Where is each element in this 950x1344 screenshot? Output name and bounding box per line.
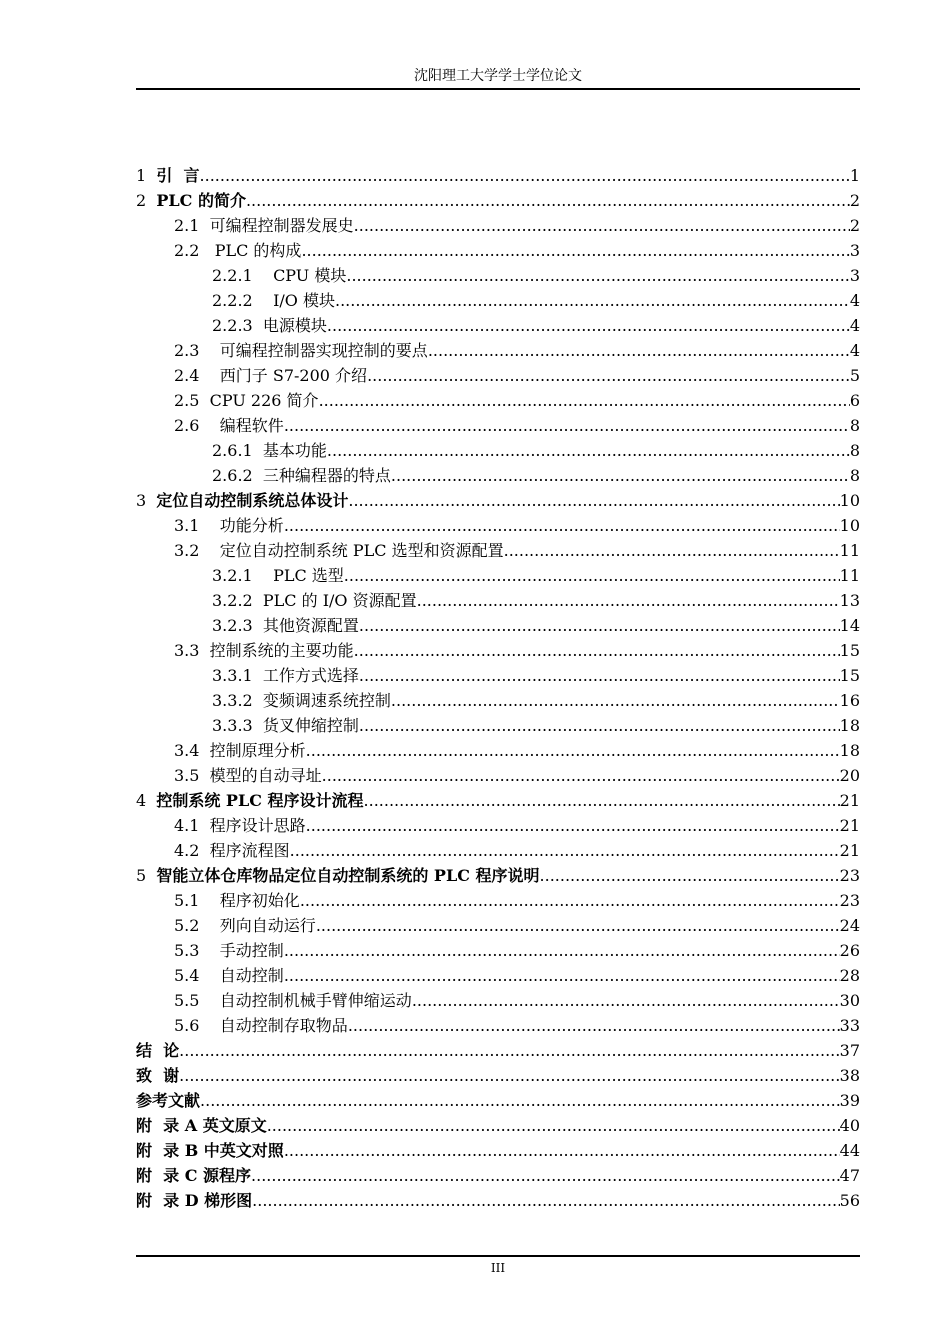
toc-entry-page: 18 <box>839 716 860 735</box>
toc-entry-title: 智能立体仓库物品定位自动控制系统的 PLC 程序说明 <box>156 866 540 885</box>
toc-dot-leader <box>327 438 850 463</box>
toc-entry-title: 西门子 S7-200 介绍 <box>209 366 368 385</box>
toc-dot-leader <box>540 863 840 888</box>
toc-entry-title: 三种编程器的特点 <box>262 466 391 485</box>
toc-entry-page: 2 <box>849 216 860 235</box>
toc-dot-leader <box>200 163 850 188</box>
toc-dot-leader <box>359 713 840 738</box>
toc-dot-leader <box>504 538 840 563</box>
toc-entry-page: 39 <box>839 1091 860 1110</box>
toc-entry-number: 3.3 <box>174 641 200 660</box>
toc-entry-page: 1 <box>849 166 860 185</box>
toc-entry[interactable] <box>136 513 860 538</box>
toc-entry-page: 4 <box>849 291 860 310</box>
page-header <box>136 66 860 90</box>
toc-dot-leader <box>284 413 850 438</box>
toc-dot-leader <box>354 638 840 663</box>
toc-entry-number: 3.2.1 <box>212 566 253 585</box>
toc-entry-number: 4.1 <box>174 816 200 835</box>
toc-entry-number: 2.6.1 <box>212 441 253 460</box>
toc-entry[interactable] <box>136 438 860 463</box>
toc-entry-number: 2 <box>136 191 147 210</box>
toc-entry[interactable] <box>136 488 860 513</box>
toc-entry-page: 13 <box>839 591 860 610</box>
toc-entry-title: CPU 模块 <box>262 266 347 285</box>
toc-dot-leader <box>359 613 840 638</box>
toc-entry-page: 3 <box>849 266 860 285</box>
toc-dot-leader <box>284 963 840 988</box>
toc-entry-title: 自动控制机械手臂伸缩运动 <box>209 991 412 1010</box>
toc-dot-leader <box>428 338 850 363</box>
toc-entry-title: 基本功能 <box>262 441 327 460</box>
toc-entry[interactable] <box>136 788 860 813</box>
toc-dot-leader <box>290 838 840 863</box>
toc-entry[interactable] <box>136 1188 860 1213</box>
toc-entry[interactable] <box>136 388 860 413</box>
toc-entry-number: 2.2.3 <box>212 316 253 335</box>
toc-entry-number: 2.4 <box>174 366 200 385</box>
toc-dot-leader <box>417 588 840 613</box>
toc-entry-title: 其他资源配置 <box>262 616 359 635</box>
toc-dot-leader <box>364 788 840 813</box>
toc-entry-number: 3.3.1 <box>212 666 253 685</box>
toc-dot-leader <box>367 363 850 388</box>
toc-dot-leader <box>412 988 840 1013</box>
toc-dot-leader <box>267 1113 840 1138</box>
toc-entry-number: 5.5 <box>174 991 200 1010</box>
toc-entry-number: 2.3 <box>174 341 200 360</box>
toc-dot-leader <box>348 1013 840 1038</box>
toc-entry-title: 参考文献 <box>136 1091 201 1110</box>
toc-entry[interactable] <box>136 238 860 263</box>
toc-entry-number: 2.5 <box>174 391 200 410</box>
toc-entry-page: 23 <box>839 891 860 910</box>
footer-divider <box>136 1255 860 1257</box>
toc-entry-page: 5 <box>849 366 860 385</box>
toc-entry-title: 电源模块 <box>262 316 327 335</box>
toc-entry-number: 2.6 <box>174 416 200 435</box>
toc-entry-title: 模型的自动寻址 <box>209 766 322 785</box>
toc-entry-number: 5.1 <box>174 891 200 910</box>
toc-entry-page: 15 <box>839 641 860 660</box>
toc-entry[interactable] <box>136 338 860 363</box>
toc-entry-page: 21 <box>839 841 860 860</box>
toc-entry-title: 功能分析 <box>209 516 284 535</box>
toc-entry-title: 附 录 B 中英文对照 <box>136 1141 284 1160</box>
toc-entry-title: 控制系统的主要功能 <box>209 641 354 660</box>
toc-entry[interactable] <box>136 1138 860 1163</box>
toc-entry-title: 程序设计思路 <box>209 816 306 835</box>
header-title: 沈阳理工大学学士学位论文 <box>414 68 582 84</box>
toc-entry[interactable] <box>136 213 860 238</box>
toc-dot-leader <box>354 213 850 238</box>
toc-entry-title: 列向自动运行 <box>209 916 316 935</box>
toc-entry-title: 引 言 <box>156 166 200 185</box>
toc-entry-title: 手动控制 <box>209 941 284 960</box>
toc-dot-leader <box>391 688 840 713</box>
toc-entry-title: 变频调速系统控制 <box>262 691 391 710</box>
toc-entry[interactable] <box>136 288 860 313</box>
toc-dot-leader <box>359 663 840 688</box>
toc-dot-leader <box>284 938 840 963</box>
toc-dot-leader <box>200 1088 840 1113</box>
toc-entry-page: 11 <box>839 541 860 560</box>
toc-entry[interactable] <box>136 888 860 913</box>
toc-entry-number: 5.4 <box>174 966 200 985</box>
toc-entry-page: 2 <box>849 191 860 210</box>
toc-entry-title: 程序初始化 <box>209 891 300 910</box>
toc-dot-leader <box>316 913 840 938</box>
toc-entry-page: 10 <box>839 491 860 510</box>
toc-dot-leader <box>306 738 840 763</box>
toc-entry-number: 3.4 <box>174 741 200 760</box>
toc-entry[interactable] <box>136 638 860 663</box>
toc-entry[interactable] <box>136 563 860 588</box>
toc-entry-title: 编程软件 <box>209 416 284 435</box>
toc-entry[interactable] <box>136 988 860 1013</box>
toc-entry-page: 44 <box>839 1141 860 1160</box>
toc-entry-title: 可编程控制器发展史 <box>209 216 354 235</box>
toc-dot-leader <box>327 313 850 338</box>
toc-entry-number: 5.3 <box>174 941 200 960</box>
toc-entry[interactable] <box>136 738 860 763</box>
toc-entry[interactable] <box>136 713 860 738</box>
toc-entry-page: 16 <box>839 691 860 710</box>
toc-entry-title: 工作方式选择 <box>262 666 359 685</box>
toc-entry-title: 定位自动控制系统总体设计 <box>156 491 349 510</box>
toc-entry-number: 1 <box>136 166 147 185</box>
toc-entry[interactable] <box>136 538 860 563</box>
toc-dot-leader <box>344 563 840 588</box>
toc-dot-leader <box>319 388 850 413</box>
toc-entry[interactable] <box>136 938 860 963</box>
toc-entry-page: 8 <box>849 416 860 435</box>
toc-entry-number: 2.2.1 <box>212 266 253 285</box>
toc-entry-page: 37 <box>839 1041 860 1060</box>
toc-entry-number: 3.2.3 <box>212 616 253 635</box>
toc-entry-title: 附 录 A 英文原文 <box>136 1116 267 1135</box>
toc-dot-leader <box>346 263 849 288</box>
toc-entry[interactable] <box>136 463 860 488</box>
toc-entry-page: 11 <box>839 566 860 585</box>
toc-entry-page: 30 <box>839 991 860 1010</box>
toc-dot-leader <box>335 288 850 313</box>
toc-entry[interactable] <box>136 1063 860 1088</box>
toc-entry-number: 5 <box>136 866 147 885</box>
toc-entry[interactable] <box>136 1013 860 1038</box>
toc-entry[interactable] <box>136 1113 860 1138</box>
toc-dot-leader <box>301 238 849 263</box>
toc-entry-title: PLC 的 I/O 资源配置 <box>262 591 417 610</box>
toc-entry-page: 18 <box>839 741 860 760</box>
toc-entry-title: 自动控制存取物品 <box>209 1016 348 1035</box>
toc-entry-page: 33 <box>839 1016 860 1035</box>
toc-entry-page: 56 <box>839 1191 860 1210</box>
toc-entry[interactable] <box>136 613 860 638</box>
toc-dot-leader <box>284 513 840 538</box>
toc-dot-leader <box>252 1188 839 1213</box>
toc-dot-leader <box>179 1063 839 1088</box>
toc-entry-page: 15 <box>839 666 860 685</box>
toc-entry-title: 定位自动控制系统 PLC 选型和资源配置 <box>209 541 504 560</box>
toc-entry-number: 5.2 <box>174 916 200 935</box>
toc-entry-page: 10 <box>839 516 860 535</box>
toc-entry-page: 20 <box>839 766 860 785</box>
toc-entry-number: 3.2 <box>174 541 200 560</box>
toc-entry-title: PLC 的构成 <box>209 241 302 260</box>
toc-entry-number: 4.2 <box>174 841 200 860</box>
toc-entry-page: 40 <box>839 1116 860 1135</box>
page-number: III <box>490 1261 506 1275</box>
toc-entry-number: 2.2 <box>174 241 200 260</box>
toc-entry-page: 24 <box>839 916 860 935</box>
toc-entry-number: 3.5 <box>174 766 200 785</box>
toc-entry[interactable] <box>136 413 860 438</box>
toc-entry-title: 控制系统 PLC 程序设计流程 <box>156 791 364 810</box>
toc-dot-leader <box>179 1038 839 1063</box>
toc-entry[interactable] <box>136 188 860 213</box>
toc-entry[interactable] <box>136 313 860 338</box>
toc-entry-page: 47 <box>839 1166 860 1185</box>
toc-entry[interactable] <box>136 838 860 863</box>
toc-dot-leader <box>306 813 840 838</box>
toc-entry[interactable] <box>136 913 860 938</box>
toc-entry[interactable] <box>136 1038 860 1063</box>
toc-entry-number: 5.6 <box>174 1016 200 1035</box>
toc-dot-leader <box>251 1163 840 1188</box>
toc-entry-page: 14 <box>839 616 860 635</box>
toc-dot-leader <box>348 488 839 513</box>
toc-entry-title: 致 谢 <box>136 1066 180 1085</box>
toc-entry-title: CPU 226 简介 <box>209 391 319 410</box>
toc-entry-title: 附 录 C 源程序 <box>136 1166 252 1185</box>
toc-entry-number: 3.3.3 <box>212 716 253 735</box>
toc-entry-number: 2.1 <box>174 216 200 235</box>
toc-entry-number: 4 <box>136 791 147 810</box>
toc-entry[interactable] <box>136 1163 860 1188</box>
toc-entry-page: 23 <box>839 866 860 885</box>
toc-entry-title: 附 录 D 梯形图 <box>136 1191 253 1210</box>
toc-entry-title: 结 论 <box>136 1041 180 1060</box>
toc-entry-page: 4 <box>849 341 860 360</box>
toc-entry-title: 货叉伸缩控制 <box>262 716 359 735</box>
toc-dot-leader <box>391 463 850 488</box>
toc-entry-title: I/O 模块 <box>262 291 335 310</box>
toc-entry[interactable] <box>136 163 860 188</box>
toc-entry-number: 2.6.2 <box>212 466 253 485</box>
toc-entry-page: 26 <box>839 941 860 960</box>
toc-entry-number: 3.2.2 <box>212 591 253 610</box>
toc-entry-page: 28 <box>839 966 860 985</box>
toc-entry[interactable] <box>136 1088 860 1113</box>
toc-entry[interactable] <box>136 963 860 988</box>
toc-entry[interactable] <box>136 813 860 838</box>
toc-entry-page: 8 <box>849 466 860 485</box>
toc-dot-leader <box>300 888 840 913</box>
toc-entry-number: 2.2.2 <box>212 291 253 310</box>
toc-dot-leader <box>322 763 840 788</box>
table-of-contents <box>136 163 860 1213</box>
toc-entry[interactable] <box>136 588 860 613</box>
toc-entry[interactable] <box>136 363 860 388</box>
toc-entry-title: 程序流程图 <box>209 841 290 860</box>
toc-entry-page: 8 <box>849 441 860 460</box>
toc-entry[interactable] <box>136 263 860 288</box>
toc-entry-page: 21 <box>839 791 860 810</box>
toc-entry-page: 3 <box>849 241 860 260</box>
toc-entry[interactable] <box>136 863 860 888</box>
toc-entry-number: 3.1 <box>174 516 200 535</box>
toc-entry-page: 6 <box>849 391 860 410</box>
toc-dot-leader <box>246 188 850 213</box>
toc-dot-leader <box>284 1138 840 1163</box>
toc-entry[interactable] <box>136 688 860 713</box>
toc-entry-title: 可编程控制器实现控制的要点 <box>209 341 428 360</box>
toc-entry-number: 3.3.2 <box>212 691 253 710</box>
toc-entry-page: 38 <box>839 1066 860 1085</box>
toc-entry[interactable] <box>136 763 860 788</box>
toc-entry-title: PLC 的简介 <box>156 191 246 210</box>
toc-entry-title: 自动控制 <box>209 966 284 985</box>
toc-entry[interactable] <box>136 663 860 688</box>
toc-entry-title: PLC 选型 <box>262 566 344 585</box>
toc-entry-title: 控制原理分析 <box>209 741 306 760</box>
toc-entry-page: 4 <box>849 316 860 335</box>
toc-entry-number: 3 <box>136 491 147 510</box>
toc-entry-page: 21 <box>839 816 860 835</box>
